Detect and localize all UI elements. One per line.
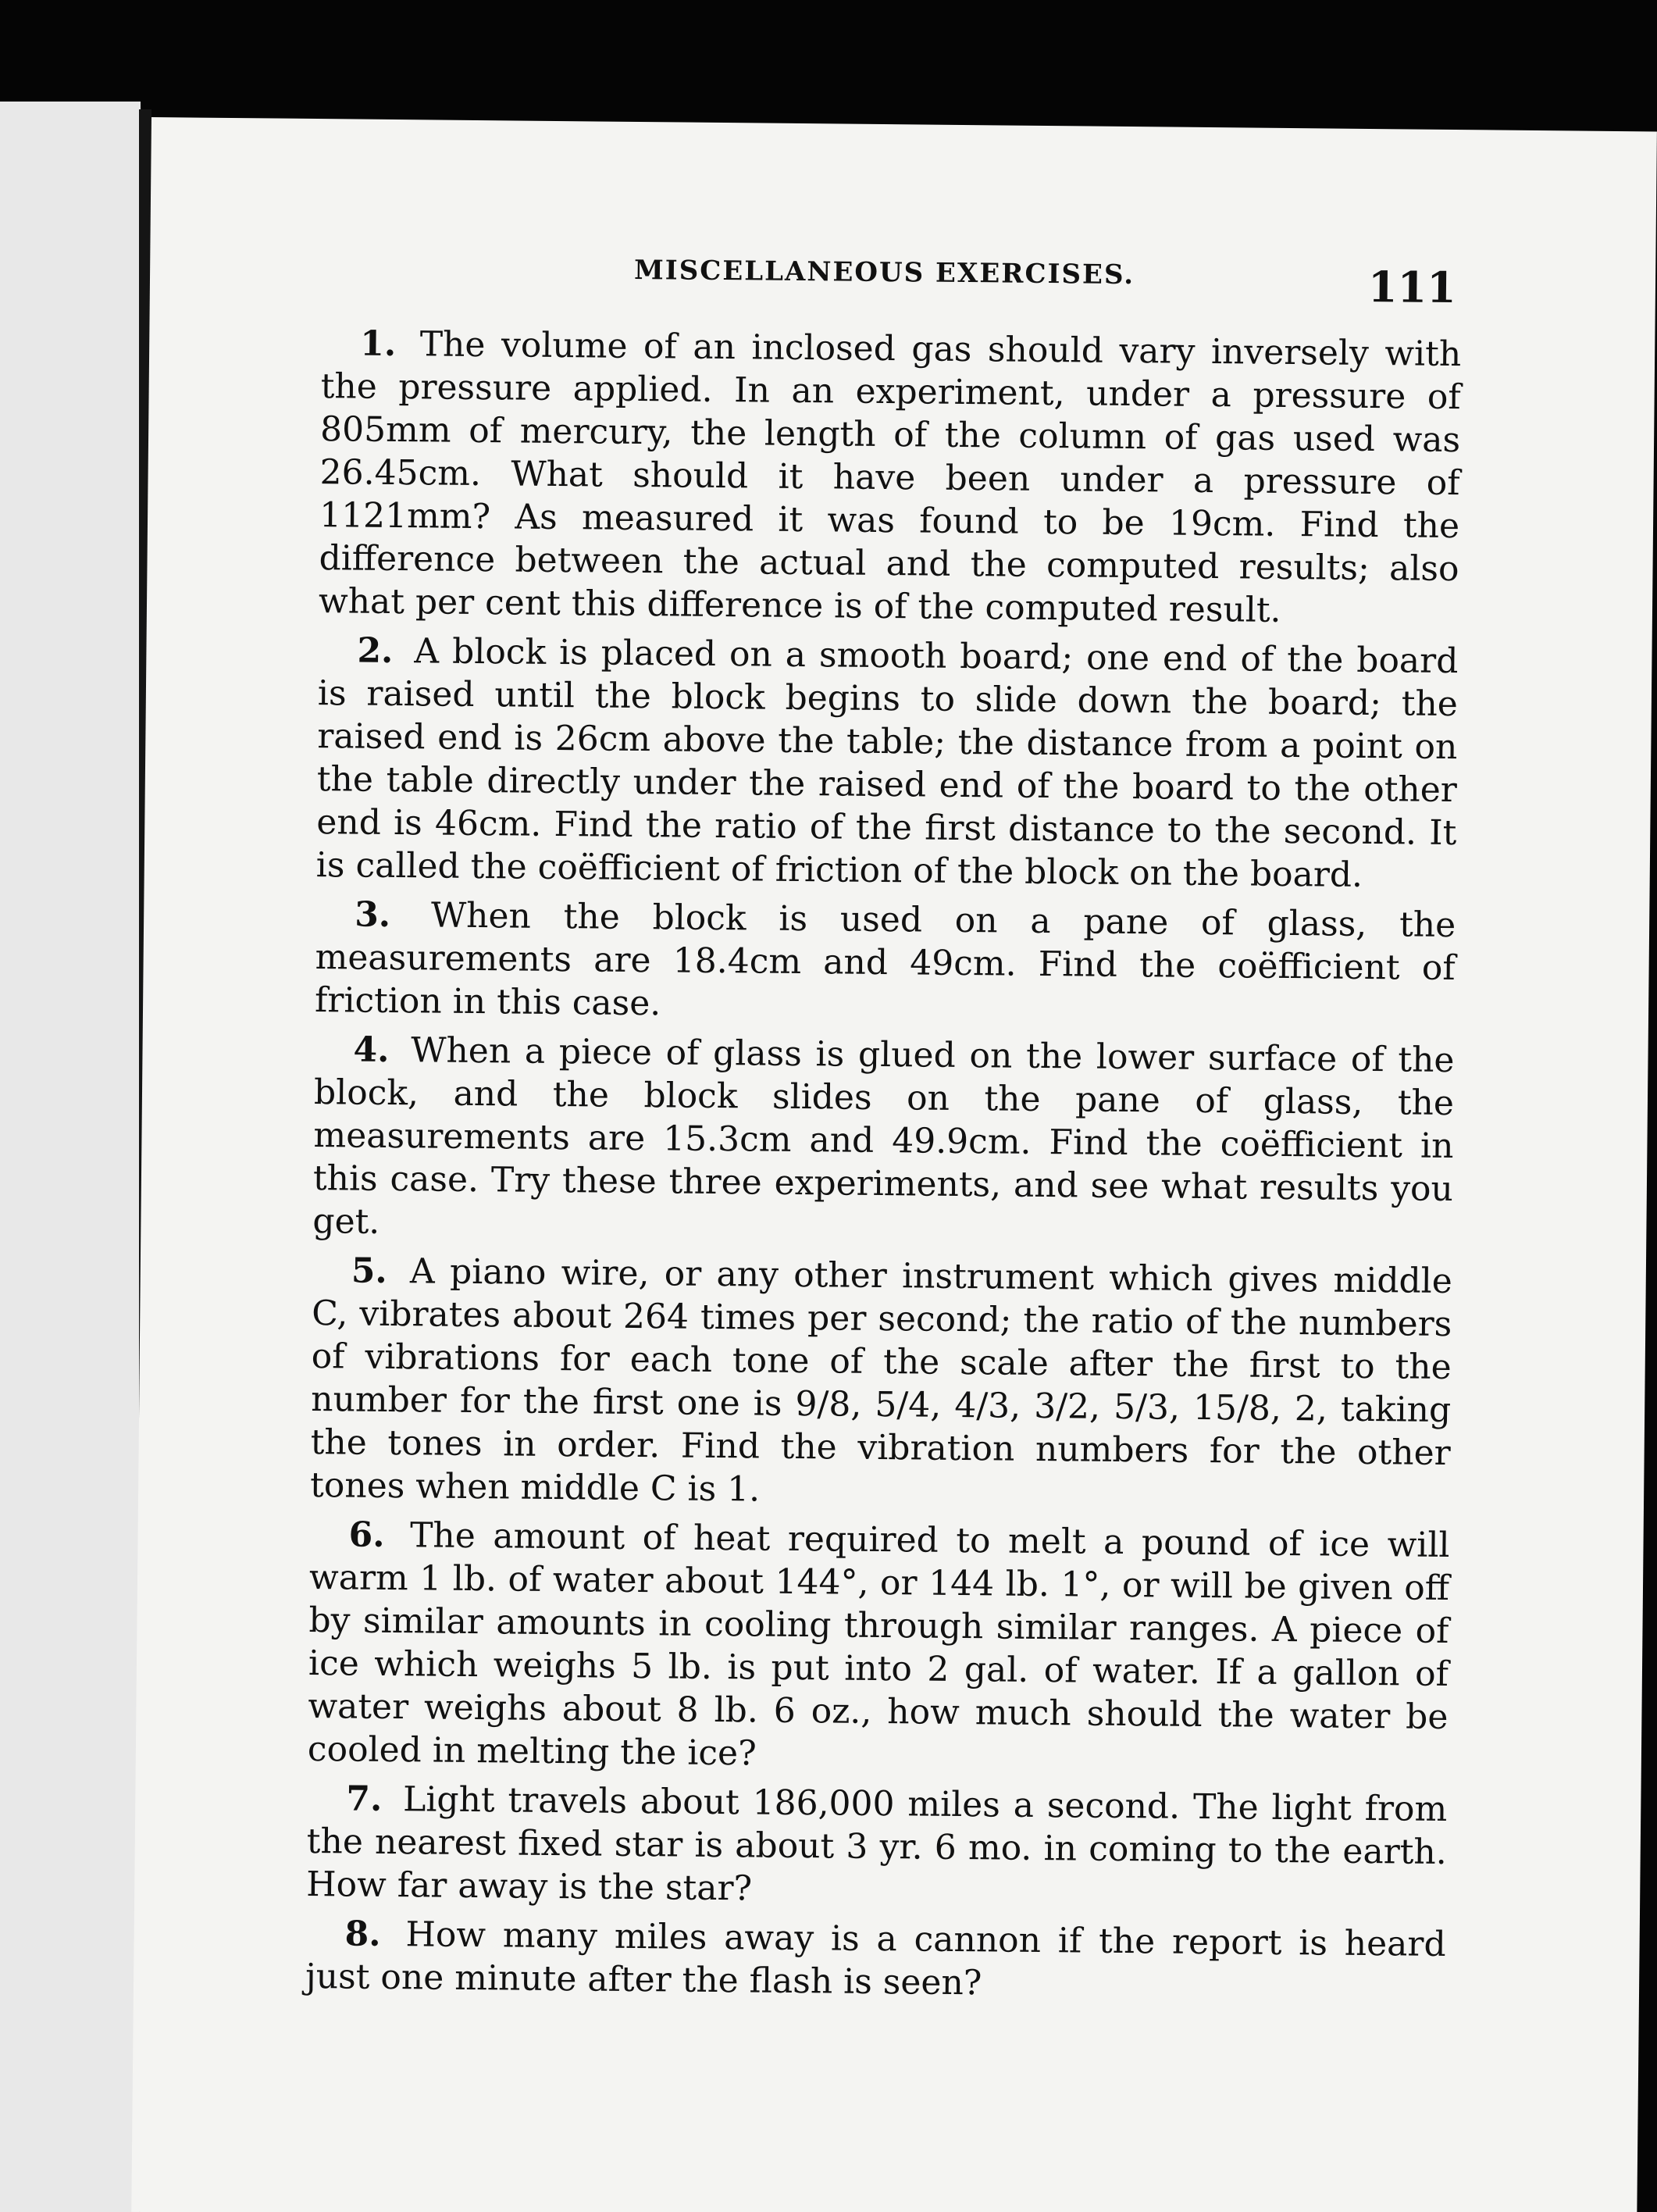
facing-page-edge [0, 102, 141, 2212]
exercise-number: 5. [351, 1250, 388, 1291]
exercise-text: When a piece of glass is glued on the lower surface of the block, and the block slides on the pane of glass, the measurements are 15.3cm and 49.9cm. Find the coëfficient in this case. Try these three experiments, and see what results you get. [312, 1030, 1455, 1242]
exercise-text: Light travels about 186,000 miles a second. The light from the nearest fixed star is about 3 yr. 6 mo. in coming to the earth. How far away is the star? [306, 1779, 1448, 1909]
exercise-1 [319, 322, 1462, 633]
exercise-number: 3. [354, 894, 391, 935]
exercise-number: 2. [357, 630, 394, 672]
exercise-number: 8. [344, 1914, 381, 1954]
exercise-2 [316, 629, 1459, 897]
exercise-text: The volume of an inclosed gas should vary inversely with the pressure applied. In an experiment, under a pressure of 805mm of mercury, the length of the column of gas used was 26.45cm. What should it have been under a pressure of 1121mm? As measured it was found to be 19cm. Find the difference between the actual and the computed results; also what per cent this difference is of the computed result. [318, 324, 1462, 630]
page-number: 111 [1367, 261, 1457, 313]
exercise-text: The amount of heat required to melt a pound of ice will warm 1 lb. of water about 144°, or 144 lb. 1°, or will be given off by similar amounts in cooling through similar ranges. A piece of ice which weighs 5 lb. is put into 2 gal. of water. If a gallon of water weighs about 8 lb. 6 oz., how much should the water be cooled in melting the ice? [307, 1515, 1450, 1774]
exercise-8 [305, 1912, 1446, 2009]
book-page [131, 117, 1657, 2212]
exercise-number: 6. [348, 1515, 385, 1555]
running-head: MISCELLANEOUS EXERCISES. [633, 254, 1135, 291]
exercise-7 [306, 1777, 1448, 1917]
exercise-text: A block is placed on a smooth board; one end of the board is raised until the block begins to slide down the board; the raised end is 26cm above the table; the distance from a point on the table directly under the raised end of the board to the other end is 46cm. Find the ratio of the first distance to the second. It is called the coëfficient of friction of the block on the board. [315, 631, 1459, 895]
exercise-number: 7. [346, 1779, 383, 1819]
exercise-number: 4. [353, 1029, 390, 1070]
exercise-text: When the block is used on a pane of glass, the measurements are 18.4cm and 49cm. Find the coëfficient of friction in this case. [314, 895, 1456, 1024]
exercise-6 [308, 1513, 1450, 1782]
exercise-number: 1. [359, 323, 397, 365]
exercise-text: How many miles away is a cannon if the report is heard just one minute after the flash is seen? [305, 1914, 1446, 2003]
page-header [150, 250, 1656, 319]
exercise-text: A piano wire, or any other instrument which gives middle C, vibrates about 264 times per second; the ratio of the numbers of vibrations for each tone of the scale after the first to the number for the first one is 9/8, 5/4, 4/3, 3/2, 5/3, 15/8, 2, taking the tones in order. Find the vibration numbers for the other tones when middle C is 1. [309, 1251, 1453, 1510]
exercise-3 [315, 893, 1456, 1033]
exercise-5 [310, 1249, 1452, 1518]
page-content [131, 117, 1657, 2212]
exercise-4 [312, 1028, 1455, 1254]
exercise-list [305, 322, 1462, 2015]
